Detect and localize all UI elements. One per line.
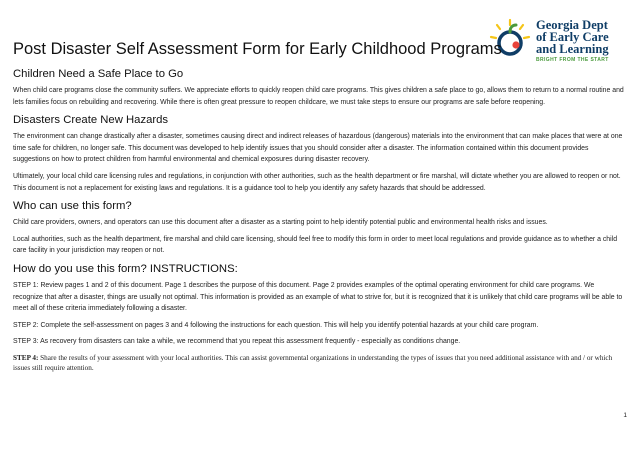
section-safe-place: [13, 67, 625, 108]
step-4-text: Share the results of your assessment with your local authorities. This can assist governmental organizations in understanding the types of issues that you need additional assistance with and / or which issues still require attention.: [13, 353, 613, 372]
step-3: STEP 3: As recovery from disasters can take a while, we recommend that you repeat this assessment frequently - especially as conditions change.: [13, 338, 461, 346]
step-4-label: STEP 4:: [13, 353, 39, 362]
logo-line-3: and Learning: [536, 42, 609, 56]
logo-line-1: Georgia Dept: [536, 18, 608, 32]
step-2: STEP 2: Complete the self-assessment on pages 3 and 4 following the instructions for each question. This will help you identify potential hazards at your child care program.: [13, 321, 539, 329]
page-title: Post Disaster Self Assessment Form for Early Childhood Programs: [13, 40, 502, 58]
paragraph-hazards-1: The environment can change drastically after a disaster, sometimes causing direct and indirect releases of hazardous (dangerous) materials into the environment that can make places that were at one time safe for children, no longer safe. This document was developed to help identify issues that you should consider after a disaster. The information contained within this document provides suggestions on how to protect children from harmful environmental and chemical exposures during disaster recovery.: [13, 133, 623, 164]
logo-tagline: BRIGHT FROM THE START: [536, 57, 609, 63]
step-1: STEP 1: Review pages 1 and 2 of this document. Page 1 describes the purpose of this document. Page 2 provides examples of the optimal operating environment for child care programs. We recognize that after a disaster, things are usually not optimal. This information is provided as an example of what to strive for, but it is recognized that it is unlikely that child care programs will be able to meet all of these criteria immediately following a disaster.: [13, 281, 623, 313]
logo-line-2: of Early Care: [536, 30, 609, 44]
paragraph-hazards-2: Ultimately, your local child care licensing rules and regulations, in conjunction with other authorities, such as the health department or fire marshal, will dictate whether you are allowed to reopen or not. This document is not a replacement for existing laws and regulations. It is a guidance tool to help you identify any safety hazards that should be addressed.: [13, 172, 621, 192]
section-heading-safe-place: Children Need a Safe Place to Go: [13, 68, 184, 80]
step-4: [13, 353, 625, 373]
paragraph-who-2: Local authorities, such as the health department, fire marshal and child care licensing, should feel free to modify this form in order to meet local regulations and provide guidance as to whether a child care facility in your jurisdiction may reopen or not.: [13, 235, 618, 255]
section-heading-how: How do you use this form? INSTRUCTIONS:: [13, 262, 238, 275]
section-heading-hazards: Disasters Create New Hazards: [13, 114, 169, 127]
paragraph-safe-place: When child care programs close the community suffers. We appreciate efforts to quickly reopen child care programs. This gives children a safe place to go, allows them to return to a normal routine and lets families focus on rebuilding and recovering. While there is often great pressure to reopen childcare, we must take steps to ensure our programs are safe before reopening.: [13, 87, 624, 106]
section-how: [13, 262, 625, 373]
document-body: [13, 67, 625, 378]
section-who: [13, 199, 625, 257]
decal-logo: [488, 17, 638, 65]
page-number: 1: [623, 412, 627, 419]
section-hazards: [13, 113, 625, 194]
section-heading-who: Who can use this form?: [13, 200, 132, 213]
paragraph-who-1: Child care providers, owners, and operators can use this document after a disaster as a starting point to help identify potential public and environmental health risks and issues.: [13, 219, 548, 227]
